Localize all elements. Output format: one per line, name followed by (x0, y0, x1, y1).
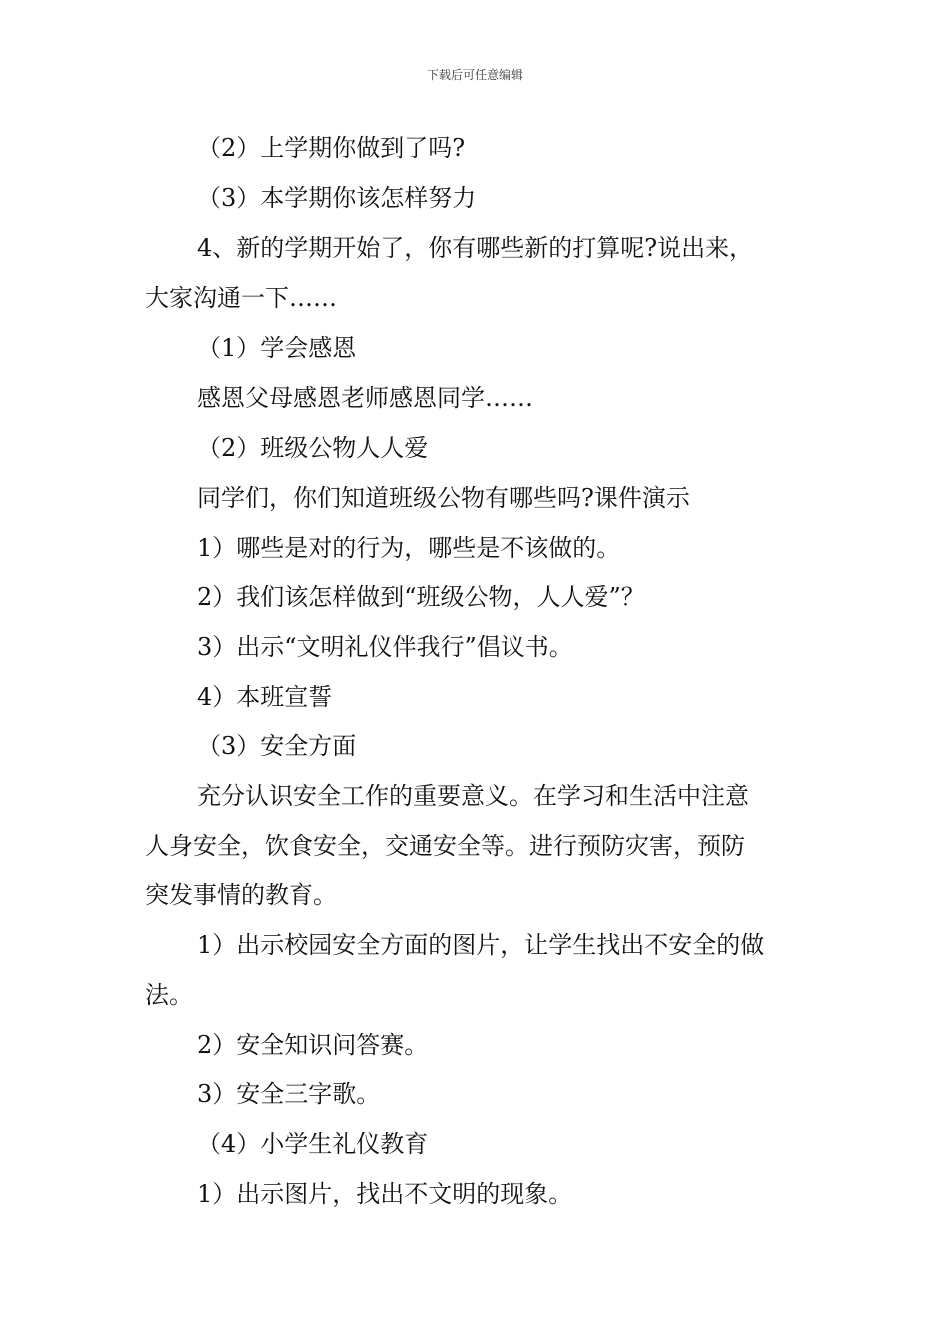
text-line: （3）安全方面 (197, 732, 357, 760)
text-line: 法。 (145, 981, 193, 1009)
text-line: 4、新的学期开始了，你有哪些新的打算呢?说出来， (197, 234, 754, 262)
text-line: （2）班级公物人人爱 (197, 434, 429, 462)
text-line: 突发事情的教育。 (145, 881, 337, 909)
text-line: （2）上学期你做到了吗? (197, 134, 466, 162)
text-line: 人身安全，饮食安全，交通安全等。进行预防灾害，预防 (145, 832, 745, 860)
text-line: 2）安全知识问答赛。 (197, 1031, 429, 1059)
text-line: 4）本班宣誓 (197, 683, 333, 711)
text-line: 2）我们该怎样做到“班级公物，人人爱”？ (197, 583, 645, 611)
text-line: 1）出示校园安全方面的图片，让学生找出不安全的做 (197, 931, 765, 959)
text-line: （4）小学生礼仪教育 (197, 1130, 429, 1158)
text-line: （3）本学期你该怎样努力 (197, 184, 477, 212)
text-line: 1）出示图片，找出不文明的现象。 (197, 1180, 573, 1208)
page-header: 下载后可任意编辑 (426, 68, 523, 82)
text-line: 感恩父母感恩老师感恩同学…… (197, 384, 533, 412)
text-line: 1）哪些是对的行为，哪些是不该做的。 (197, 534, 621, 562)
text-line: （1）学会感恩 (197, 334, 357, 362)
text-line: 3）出示“文明礼仪伴我行”倡议书。 (197, 633, 573, 661)
text-line: 大家沟通一下…… (145, 284, 337, 312)
text-line: 同学们，你们知道班级公物有哪些吗?课件演示 (197, 484, 690, 512)
text-line: 3）安全三字歌。 (197, 1080, 381, 1108)
text-line: 充分认识安全工作的重要意义。在学习和生活中注意 (197, 782, 749, 810)
